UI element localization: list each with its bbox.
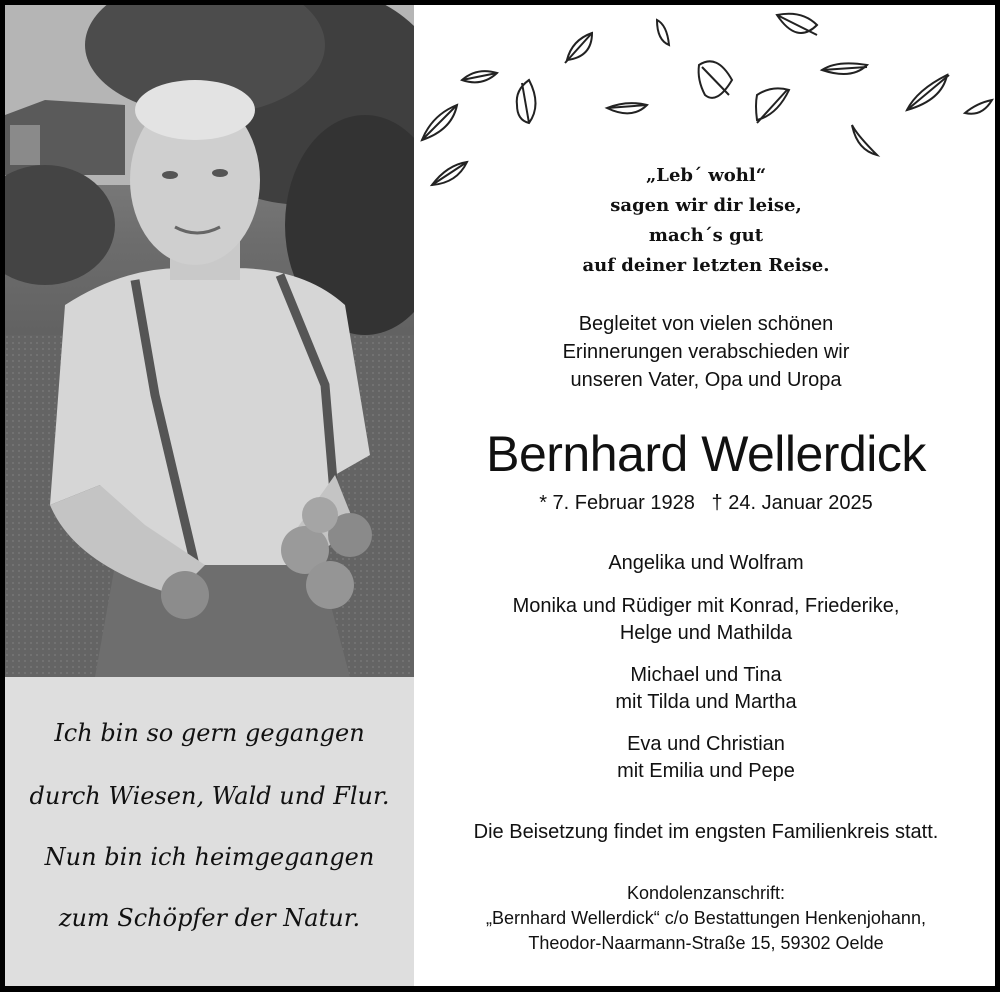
portrait-illustration: [5, 5, 414, 677]
life-dates: * 7. Februar 1928 † 24. Januar 2025: [539, 492, 873, 514]
condolence-label: Kondolenzanschrift:: [626, 883, 786, 903]
poem-box: [5, 677, 414, 986]
intro-line-1: Begleitet von vielen schönen: [578, 313, 834, 335]
intro-line-3: unseren Vater, Opa und Uropa: [570, 369, 842, 391]
poem-line-3: Nun bin ich heimgegangen: [44, 843, 375, 871]
family-group-3-line-2: mit Tilda und Martha: [615, 691, 797, 713]
poem-line-2: durch Wiesen, Wald und Flur.: [29, 782, 390, 810]
family-group-1: Angelika und Wolfram: [608, 552, 804, 574]
family-group-4-line-2: mit Emilia und Pepe: [617, 760, 795, 782]
poem-line-4: zum Schöpfer der Natur.: [58, 904, 361, 932]
family-group-4-line-1: Eva und Christian: [627, 733, 785, 755]
poem-line-1: Ich bin so gern gegangen: [54, 719, 365, 747]
quote-line-3: mach´s gut: [648, 225, 764, 246]
right-column: [417, 5, 995, 986]
deceased-name: Bernhard Wellerdick: [486, 426, 926, 482]
condolence-line-1: „Bernhard Wellerdick“ c/o Bestattungen Henkenjohann,: [486, 908, 926, 928]
condolence-line-2: Theodor-Naarmann-Straße 15, 59302 Oelde: [528, 933, 884, 953]
portrait-photo: [5, 5, 414, 677]
intro-line-2: Erinnerungen verabschieden wir: [562, 341, 850, 363]
family-group-3-line-1: Michael und Tina: [630, 664, 782, 686]
quote-line-1: „Leb´ wohl“: [645, 165, 767, 186]
family-group-2-line-2: Helge und Mathilda: [619, 622, 793, 644]
quote-line-4: auf deiner letzten Reise.: [582, 255, 830, 276]
quote-line-2: sagen wir dir leise,: [610, 195, 802, 216]
family-group-2-line-1: Monika und Rüdiger mit Konrad, Friederike,: [512, 595, 900, 617]
funeral-note: Die Beisetzung findet im engsten Familienkreis statt.: [473, 821, 939, 843]
obituary-card: [5, 5, 995, 986]
